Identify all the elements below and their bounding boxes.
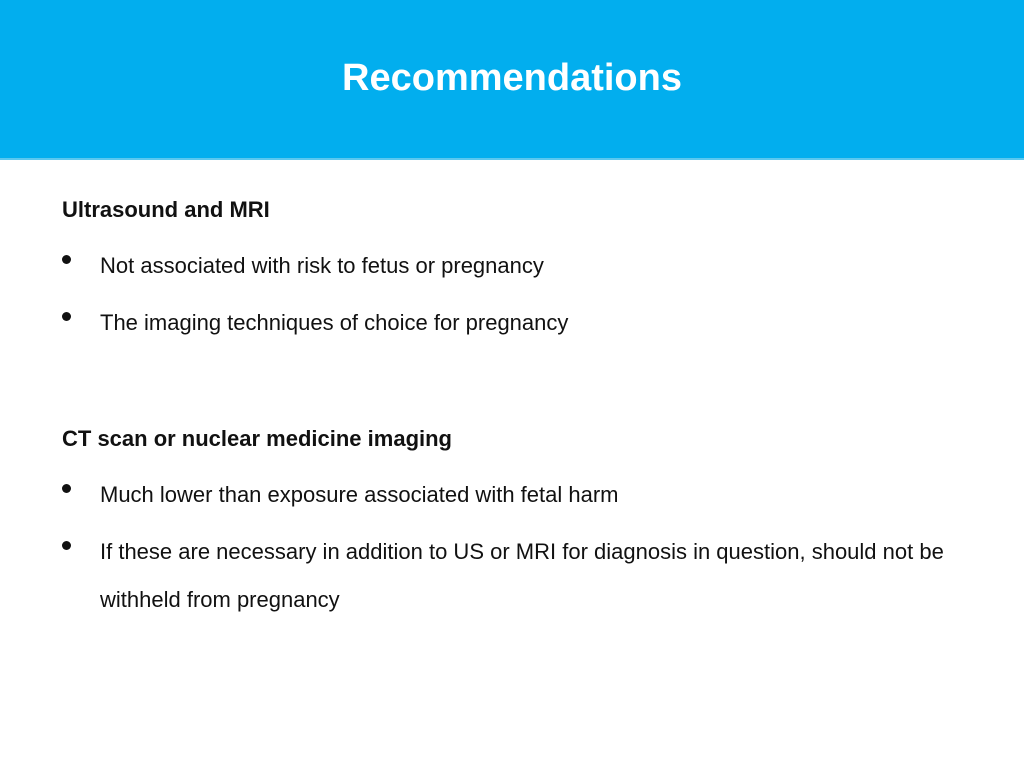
slide-title: Recommendations [342, 57, 682, 99]
bullet-icon [62, 312, 71, 321]
section-heading-ct-nuclear: CT scan or nuclear medicine imaging [62, 426, 452, 451]
bullet-text: The imaging techniques of choice for pregnancy [100, 310, 569, 335]
bullet-text: Not associated with risk to fetus or pregnancy [100, 253, 544, 278]
bullet-icon [62, 541, 71, 550]
bullet-icon [62, 484, 71, 493]
bullet-text: If these are necessary in addition to US or MRI for diagnosis in question, should not be withheld from pregnancy [100, 539, 944, 612]
title-banner [0, 0, 1024, 160]
bullet-text: Much lower than exposure associated with fetal harm [100, 482, 619, 507]
section-heading-ultrasound-mri: Ultrasound and MRI [62, 197, 270, 222]
bullet-icon [62, 255, 71, 264]
